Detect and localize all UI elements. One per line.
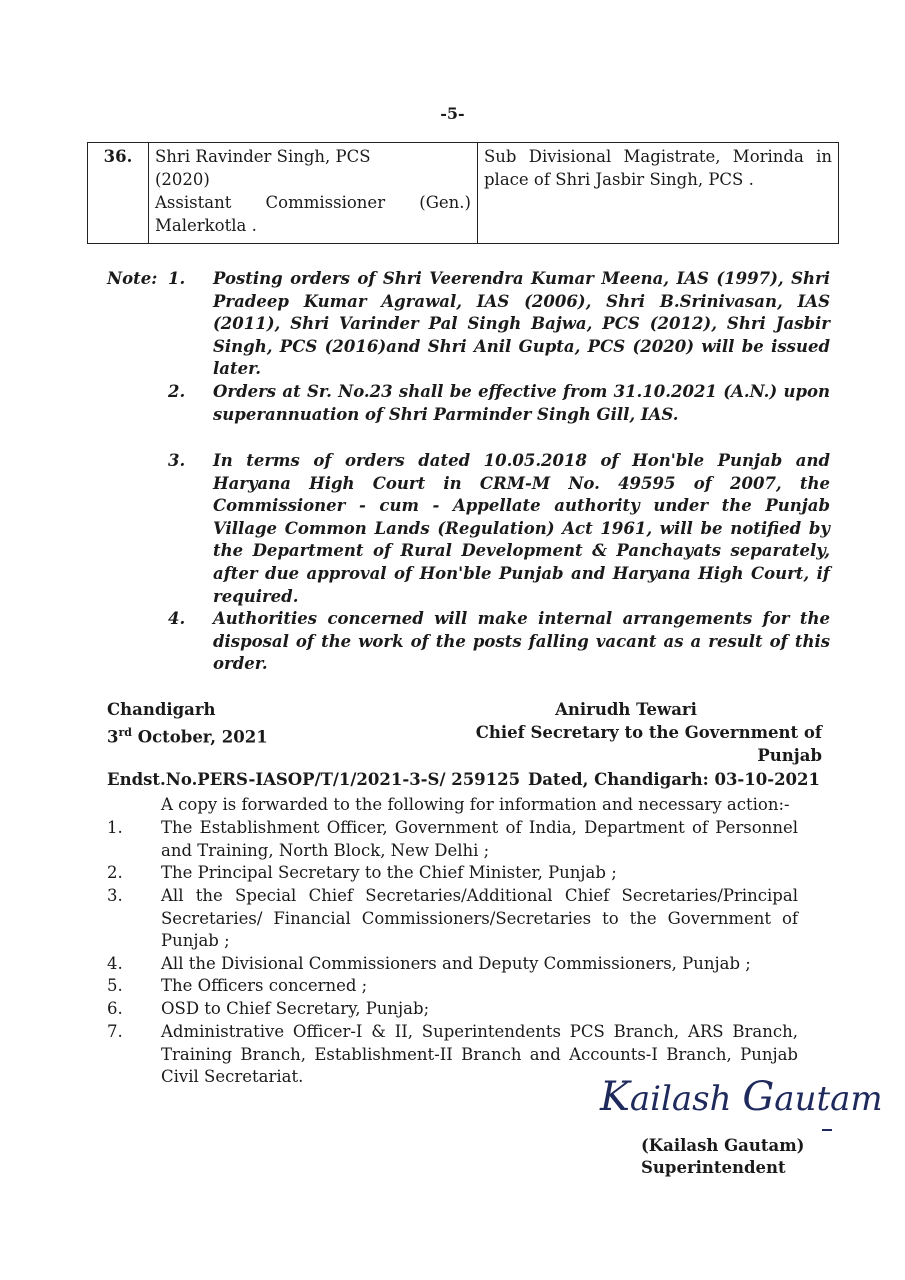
list-item-number: 4. <box>107 954 123 973</box>
list-item: The Principal Secretary to the Chief Minister, Punjab ; <box>161 863 617 882</box>
list-item: The Officers concerned ; <box>161 976 368 995</box>
signatory-name: Anirudh Tewari <box>555 700 697 719</box>
note-text: Authorities concerned will make internal arrangements for the disposal of the work of the posts falling vacant as a result of this order. <box>213 609 830 674</box>
place: Chandigarh <box>107 700 216 719</box>
officer-cell <box>149 143 478 244</box>
list-item-number: 1. <box>107 818 123 837</box>
handwritten-signature <box>596 1064 883 1134</box>
table-row <box>88 143 839 244</box>
officer-current-station: Malerkotla . <box>155 216 257 235</box>
note-label: Note: <box>107 269 158 288</box>
note-text: In terms of orders dated 10.05.2018 of Hon'ble Punjab and Haryana High Court in CRM-M No. 49595 of 2007, the Commissioner - cum - Appellate authority under the Punjab Village Common Lands (Regulation) Act 1961, will be notified by the Department of Rural Development & Panchayats separately, after due approval of Hon'ble Punjab and Haryana High Court, if required. <box>213 451 830 606</box>
page-number: -5- <box>440 104 465 123</box>
list-item: All the Divisional Commissioners and Deputy Commissioners, Punjab ; <box>161 954 751 973</box>
officer-name: Shri Ravinder Singh, PCS <box>155 147 371 166</box>
serial-number: 36. <box>88 143 149 244</box>
note-number: 4. <box>168 609 186 628</box>
note-text: Posting orders of Shri Veerendra Kumar Meena, IAS (1997), Shri Pradeep Kumar Agrawal, IAS (2006), Shri B.Srinivasan, IAS (2011), Shri Varinder Pal Singh Bajwa, PCS (2012), Shri Jasbir Singh, PCS (2016)and Shri Anil Gupta, PCS (2020) will be issued later. <box>213 269 830 379</box>
list-item: OSD to Chief Secretary, Punjab; <box>161 999 430 1018</box>
officer-name-bracketed: (Kailash Gautam) <box>641 1136 805 1155</box>
endorsement-date: Dated, Chandigarh: 03-10-2021 <box>527 770 820 789</box>
endorsement-number: Endst.No.PERS-IASOP/T/1/2021-3-S/ 259125 <box>107 770 521 789</box>
officer-batch: (2020) <box>155 170 210 189</box>
place-date-block <box>107 698 268 749</box>
list-item: All the Special Chief Secretaries/Additional Chief Secretaries/Principal Secretaries/ Financial Commissioners/Secretaries to the Government of Punjab ; <box>161 886 798 951</box>
list-item-number: 6. <box>107 999 123 1018</box>
list-item-number: 3. <box>107 886 123 905</box>
list-item-number: 5. <box>107 976 123 995</box>
signature-text: Kailash Gautam <box>600 1074 883 1120</box>
officer-current-post: Assistant Commissioner (Gen.) <box>155 193 471 212</box>
note-number: 2. <box>168 382 186 401</box>
officer-block <box>641 1135 804 1179</box>
note-text: Orders at Sr. No.23 shall be effective from 31.10.2021 (A.N.) upon superannuation of Shri Parminder Singh Gill, IAS. <box>213 382 830 424</box>
list-item: Administrative Officer-I & II, Superintendents PCS Branch, ARS Branch, Training Branch, Establishment-II Branch and Accounts-I Branch, Punjab Civil Secretariat. <box>161 1022 798 1087</box>
order-date: 3rd October, 2021 <box>107 726 268 747</box>
note-number: 3. <box>168 451 186 470</box>
posting-table <box>87 142 839 244</box>
copy-intro: A copy is forwarded to the following for information and necessary action:- <box>161 795 790 814</box>
signatory-block <box>430 698 822 767</box>
list-item: The Establishment Officer, Government of India, Department of Personnel and Training, North Block, New Delhi ; <box>161 818 798 860</box>
note-number: 1. <box>168 269 186 288</box>
officer-designation: Superintendent <box>641 1158 786 1177</box>
signatory-title: Chief Secretary to the Government of Punjab <box>475 723 822 765</box>
list-item-number: 2. <box>107 863 123 882</box>
posted-as-cell: Sub Divisional Magistrate, Morinda in place of Shri Jasbir Singh, PCS . <box>478 143 839 244</box>
list-item-number: 7. <box>107 1022 123 1041</box>
endorsement-line <box>107 770 820 789</box>
